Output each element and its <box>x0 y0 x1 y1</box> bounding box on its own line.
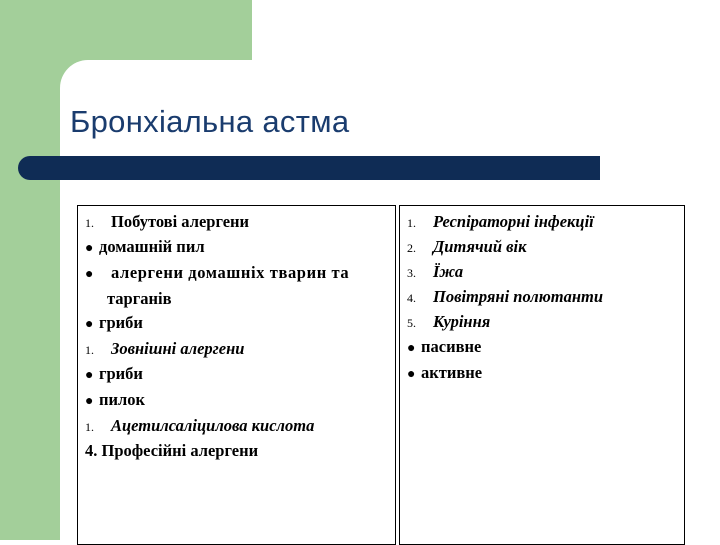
list-marker: 1. <box>407 216 416 230</box>
right-list <box>407 210 683 387</box>
left-text-box <box>77 205 396 545</box>
list-text: Побутові алергени <box>111 212 250 231</box>
bullet-icon: ● <box>407 341 416 356</box>
list-text: Дитячий вік <box>433 237 527 256</box>
list-item <box>407 310 683 335</box>
list-marker: 1. <box>85 216 94 230</box>
title-underline-bar <box>18 156 600 180</box>
list-item <box>407 260 683 285</box>
list-marker: 4. <box>407 291 416 305</box>
list-text: Куріння <box>433 312 491 331</box>
list-item <box>85 311 391 337</box>
list-item <box>85 235 391 261</box>
list-item <box>407 235 683 260</box>
list-item <box>85 362 391 388</box>
list-item <box>85 439 391 463</box>
list-text: Респіраторні інфекції <box>433 212 594 231</box>
list-marker: 2. <box>407 241 416 255</box>
list-text: домашній пил <box>99 237 205 256</box>
list-text: гриби <box>99 364 143 383</box>
bullet-icon: ● <box>85 317 94 332</box>
list-text: алергени домашніх тварин та <box>111 263 350 282</box>
bullet-icon: ● <box>407 367 416 382</box>
list-text: Зовнішні алергени <box>111 339 245 358</box>
bullet-icon: ● <box>85 241 94 256</box>
list-marker: 4. <box>85 441 98 460</box>
list-item <box>85 287 391 311</box>
list-item <box>85 388 391 414</box>
list-item <box>85 337 391 362</box>
list-item <box>407 335 683 361</box>
list-text: Їжа <box>433 262 464 281</box>
list-item <box>407 285 683 310</box>
slide-title: Бронхіальна астма <box>70 104 350 139</box>
list-item <box>407 210 683 235</box>
list-item <box>85 261 391 287</box>
list-text: Ацетилсаліцилова кислота <box>111 416 315 435</box>
bullet-icon: ● <box>85 368 94 383</box>
list-text: Повітряні полютанти <box>433 287 604 306</box>
bullet-icon: ● <box>85 394 94 409</box>
list-item <box>407 361 683 387</box>
list-marker: 5. <box>407 316 416 330</box>
right-text-box <box>399 205 685 545</box>
green-decor-strip <box>0 0 60 540</box>
bullet-icon: ● <box>85 267 94 282</box>
list-item <box>85 414 391 439</box>
list-item <box>85 210 391 235</box>
left-list <box>85 210 391 463</box>
list-marker: 1. <box>85 420 94 434</box>
list-text: Професійні алергени <box>101 441 259 460</box>
list-text: тарганів <box>107 289 172 308</box>
list-text: активне <box>421 363 483 382</box>
list-text: гриби <box>99 313 143 332</box>
list-text: пилок <box>99 390 146 409</box>
list-text: пасивне <box>421 337 482 356</box>
list-marker: 3. <box>407 266 416 280</box>
list-marker: 1. <box>85 343 94 357</box>
